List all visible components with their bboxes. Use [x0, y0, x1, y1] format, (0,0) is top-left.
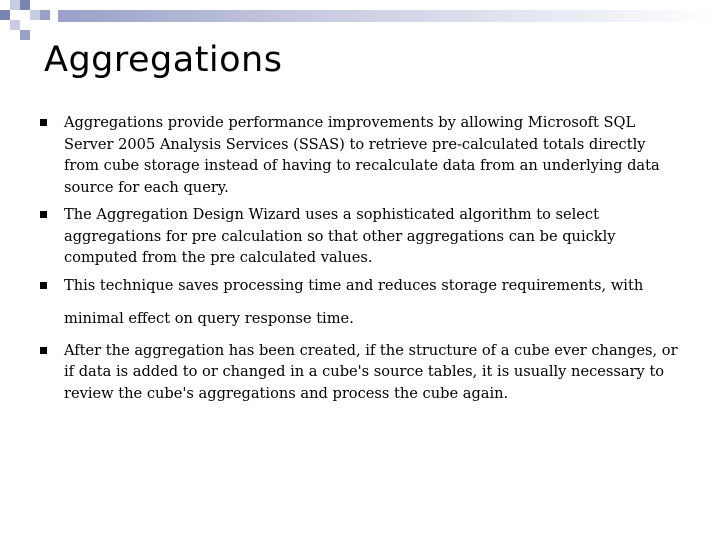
decor-square — [10, 20, 20, 30]
bullet-item — [40, 204, 680, 269]
bullet-square-icon — [40, 211, 47, 218]
bullet-text: This technique saves processing time and reduces storage requirements, with — [64, 276, 644, 294]
bullet-text: Aggregations provide performance improvements by allowing Microsoft SQL Server 2005 Analysis Services (SSAS) to retrieve pre-calculated totals directly from cube storage instead of having to recalculate data from an underlying data source for each query. — [64, 114, 660, 196]
bullet-item — [40, 275, 680, 297]
bullet-text: The Aggregation Design Wizard uses a sophisticated algorithm to select aggregations for pre calculation so that other aggregations can be quickly computed from the pre calculated values. — [64, 206, 616, 266]
bullet-continuation: minimal effect on query response time. — [64, 310, 354, 327]
slide-title: Aggregations — [44, 40, 283, 80]
decor-square — [20, 30, 30, 40]
bullet-list — [40, 112, 680, 404]
decor-square — [40, 10, 50, 20]
header-gradient-bar — [58, 10, 720, 22]
bullet-item — [40, 112, 680, 198]
bullet-text: After the aggregation has been created, if the structure of a cube ever changes, or if data is added to or changed in a cube's source tables, it is usually necessary to review the cube's aggregations and process the cube again. — [64, 341, 678, 402]
bullet-square-icon — [40, 347, 47, 354]
decor-square — [0, 10, 10, 20]
decor-square — [30, 10, 40, 20]
header-decoration — [0, 0, 720, 40]
decor-square — [20, 0, 30, 10]
bullet-item — [40, 340, 680, 405]
bullet-square-icon — [40, 119, 47, 126]
bullet-square-icon — [40, 282, 47, 289]
decor-square — [10, 0, 20, 10]
